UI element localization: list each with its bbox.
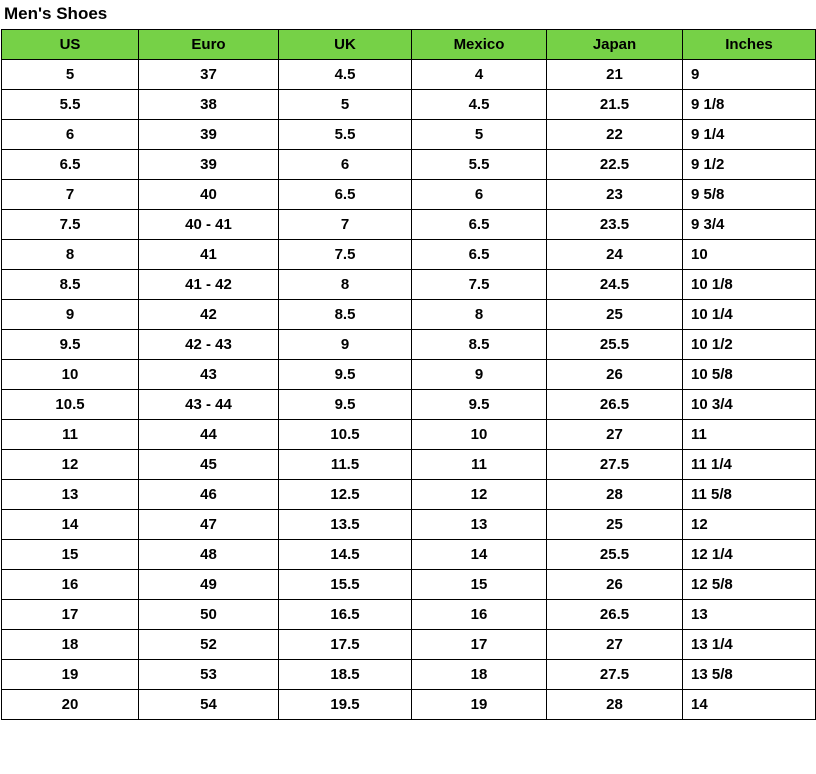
table-cell: 9 [683, 60, 816, 90]
table-cell: 12 1/4 [683, 540, 816, 570]
table-cell: 14 [683, 690, 816, 720]
table-cell: 46 [139, 480, 279, 510]
column-header-uk: UK [279, 30, 412, 60]
table-cell: 6 [279, 150, 412, 180]
table-row [2, 330, 816, 360]
table-cell: 15.5 [279, 570, 412, 600]
table-cell: 10 5/8 [683, 360, 816, 390]
table-cell: 10.5 [2, 390, 139, 420]
table-row [2, 450, 816, 480]
table-cell: 8 [412, 300, 547, 330]
table-cell: 9.5 [279, 390, 412, 420]
table-cell: 10 1/4 [683, 300, 816, 330]
table-cell: 27.5 [547, 660, 683, 690]
table-cell: 17.5 [279, 630, 412, 660]
table-cell: 41 [139, 240, 279, 270]
table-cell: 7.5 [412, 270, 547, 300]
table-cell: 10.5 [279, 420, 412, 450]
table-cell: 26 [547, 360, 683, 390]
table-cell: 6.5 [279, 180, 412, 210]
table-cell: 27.5 [547, 450, 683, 480]
table-cell: 4.5 [279, 60, 412, 90]
table-row [2, 270, 816, 300]
table-cell: 6.5 [412, 210, 547, 240]
size-chart-page [0, 4, 816, 720]
table-cell: 19.5 [279, 690, 412, 720]
table-cell: 13 [683, 600, 816, 630]
table-cell: 15 [412, 570, 547, 600]
table-row [2, 630, 816, 660]
table-row [2, 570, 816, 600]
table-cell: 24.5 [547, 270, 683, 300]
table-row [2, 510, 816, 540]
table-cell: 9 1/8 [683, 90, 816, 120]
table-cell: 8 [2, 240, 139, 270]
table-row [2, 600, 816, 630]
table-cell: 8.5 [2, 270, 139, 300]
table-cell: 11 5/8 [683, 480, 816, 510]
table-cell: 10 [2, 360, 139, 390]
table-row [2, 540, 816, 570]
table-cell: 9 5/8 [683, 180, 816, 210]
table-row [2, 180, 816, 210]
table-cell: 9.5 [279, 360, 412, 390]
table-row [2, 360, 816, 390]
table-cell: 43 - 44 [139, 390, 279, 420]
table-cell: 23 [547, 180, 683, 210]
table-cell: 22.5 [547, 150, 683, 180]
table-cell: 14 [2, 510, 139, 540]
table-cell: 27 [547, 630, 683, 660]
table-row [2, 210, 816, 240]
table-cell: 4.5 [412, 90, 547, 120]
table-cell: 9 1/4 [683, 120, 816, 150]
table-cell: 10 1/2 [683, 330, 816, 360]
table-cell: 22 [547, 120, 683, 150]
table-cell: 24 [547, 240, 683, 270]
table-cell: 13 1/4 [683, 630, 816, 660]
column-header-inches: Inches [683, 30, 816, 60]
table-cell: 8.5 [279, 300, 412, 330]
table-cell: 12 [683, 510, 816, 540]
table-cell: 40 - 41 [139, 210, 279, 240]
table-cell: 9 1/2 [683, 150, 816, 180]
table-cell: 47 [139, 510, 279, 540]
table-cell: 9 3/4 [683, 210, 816, 240]
table-cell: 18 [2, 630, 139, 660]
table-cell: 12 [2, 450, 139, 480]
table-cell: 4 [412, 60, 547, 90]
table-cell: 42 - 43 [139, 330, 279, 360]
table-cell: 9 [412, 360, 547, 390]
table-cell: 16 [2, 570, 139, 600]
table-cell: 13 [412, 510, 547, 540]
table-cell: 53 [139, 660, 279, 690]
table-cell: 54 [139, 690, 279, 720]
table-cell: 26.5 [547, 390, 683, 420]
column-header-japan: Japan [547, 30, 683, 60]
table-cell: 6 [2, 120, 139, 150]
table-cell: 10 [412, 420, 547, 450]
table-cell: 19 [2, 660, 139, 690]
column-header-euro: Euro [139, 30, 279, 60]
table-row [2, 90, 816, 120]
table-cell: 10 1/8 [683, 270, 816, 300]
table-cell: 26.5 [547, 600, 683, 630]
table-cell: 9.5 [2, 330, 139, 360]
table-cell: 13.5 [279, 510, 412, 540]
table-cell: 50 [139, 600, 279, 630]
table-cell: 5.5 [412, 150, 547, 180]
table-cell: 25.5 [547, 330, 683, 360]
table-cell: 23.5 [547, 210, 683, 240]
table-cell: 7.5 [279, 240, 412, 270]
table-cell: 21.5 [547, 90, 683, 120]
table-cell: 12.5 [279, 480, 412, 510]
table-cell: 26 [547, 570, 683, 600]
table-row [2, 390, 816, 420]
table-cell: 18 [412, 660, 547, 690]
table-cell: 27 [547, 420, 683, 450]
table-cell: 6.5 [2, 150, 139, 180]
table-row [2, 690, 816, 720]
table-cell: 11 [412, 450, 547, 480]
table-cell: 7.5 [2, 210, 139, 240]
table-cell: 45 [139, 450, 279, 480]
table-cell: 48 [139, 540, 279, 570]
table-cell: 15 [2, 540, 139, 570]
table-cell: 9 [2, 300, 139, 330]
table-cell: 5 [279, 90, 412, 120]
table-cell: 9 [279, 330, 412, 360]
table-cell: 16.5 [279, 600, 412, 630]
table-cell: 5.5 [279, 120, 412, 150]
table-cell: 39 [139, 150, 279, 180]
table-cell: 14.5 [279, 540, 412, 570]
table-cell: 13 [2, 480, 139, 510]
table-cell: 52 [139, 630, 279, 660]
table-cell: 7 [279, 210, 412, 240]
table-cell: 9.5 [412, 390, 547, 420]
table-cell: 10 3/4 [683, 390, 816, 420]
table-cell: 16 [412, 600, 547, 630]
table-cell: 11.5 [279, 450, 412, 480]
table-cell: 19 [412, 690, 547, 720]
table-cell: 17 [2, 600, 139, 630]
table-cell: 7 [2, 180, 139, 210]
table-row [2, 300, 816, 330]
table-row [2, 240, 816, 270]
table-row [2, 150, 816, 180]
table-header-row [2, 30, 816, 60]
table-cell: 5.5 [2, 90, 139, 120]
table-cell: 18.5 [279, 660, 412, 690]
table-cell: 49 [139, 570, 279, 600]
table-cell: 6.5 [412, 240, 547, 270]
table-cell: 28 [547, 480, 683, 510]
table-cell: 10 [683, 240, 816, 270]
table-cell: 37 [139, 60, 279, 90]
table-cell: 8 [279, 270, 412, 300]
table-cell: 6 [412, 180, 547, 210]
table-cell: 38 [139, 90, 279, 120]
column-header-us: US [2, 30, 139, 60]
table-cell: 20 [2, 690, 139, 720]
table-cell: 25 [547, 300, 683, 330]
table-cell: 42 [139, 300, 279, 330]
table-cell: 25.5 [547, 540, 683, 570]
table-cell: 13 5/8 [683, 660, 816, 690]
table-cell: 41 - 42 [139, 270, 279, 300]
table-cell: 11 [2, 420, 139, 450]
table-row [2, 660, 816, 690]
table-cell: 12 [412, 480, 547, 510]
table-row [2, 420, 816, 450]
table-cell: 5 [2, 60, 139, 90]
table-cell: 21 [547, 60, 683, 90]
table-cell: 11 1/4 [683, 450, 816, 480]
table-cell: 43 [139, 360, 279, 390]
table-cell: 44 [139, 420, 279, 450]
table-cell: 28 [547, 690, 683, 720]
table-row [2, 120, 816, 150]
table-cell: 8.5 [412, 330, 547, 360]
table-row [2, 480, 816, 510]
table-body [2, 60, 816, 720]
table-cell: 14 [412, 540, 547, 570]
table-cell: 39 [139, 120, 279, 150]
table-row [2, 60, 816, 90]
page-title: Men's Shoes [4, 4, 108, 23]
table-cell: 5 [412, 120, 547, 150]
table-cell: 17 [412, 630, 547, 660]
column-header-mexico: Mexico [412, 30, 547, 60]
shoe-size-table [1, 29, 816, 720]
table-cell: 11 [683, 420, 816, 450]
table-cell: 12 5/8 [683, 570, 816, 600]
table-cell: 25 [547, 510, 683, 540]
table-cell: 40 [139, 180, 279, 210]
